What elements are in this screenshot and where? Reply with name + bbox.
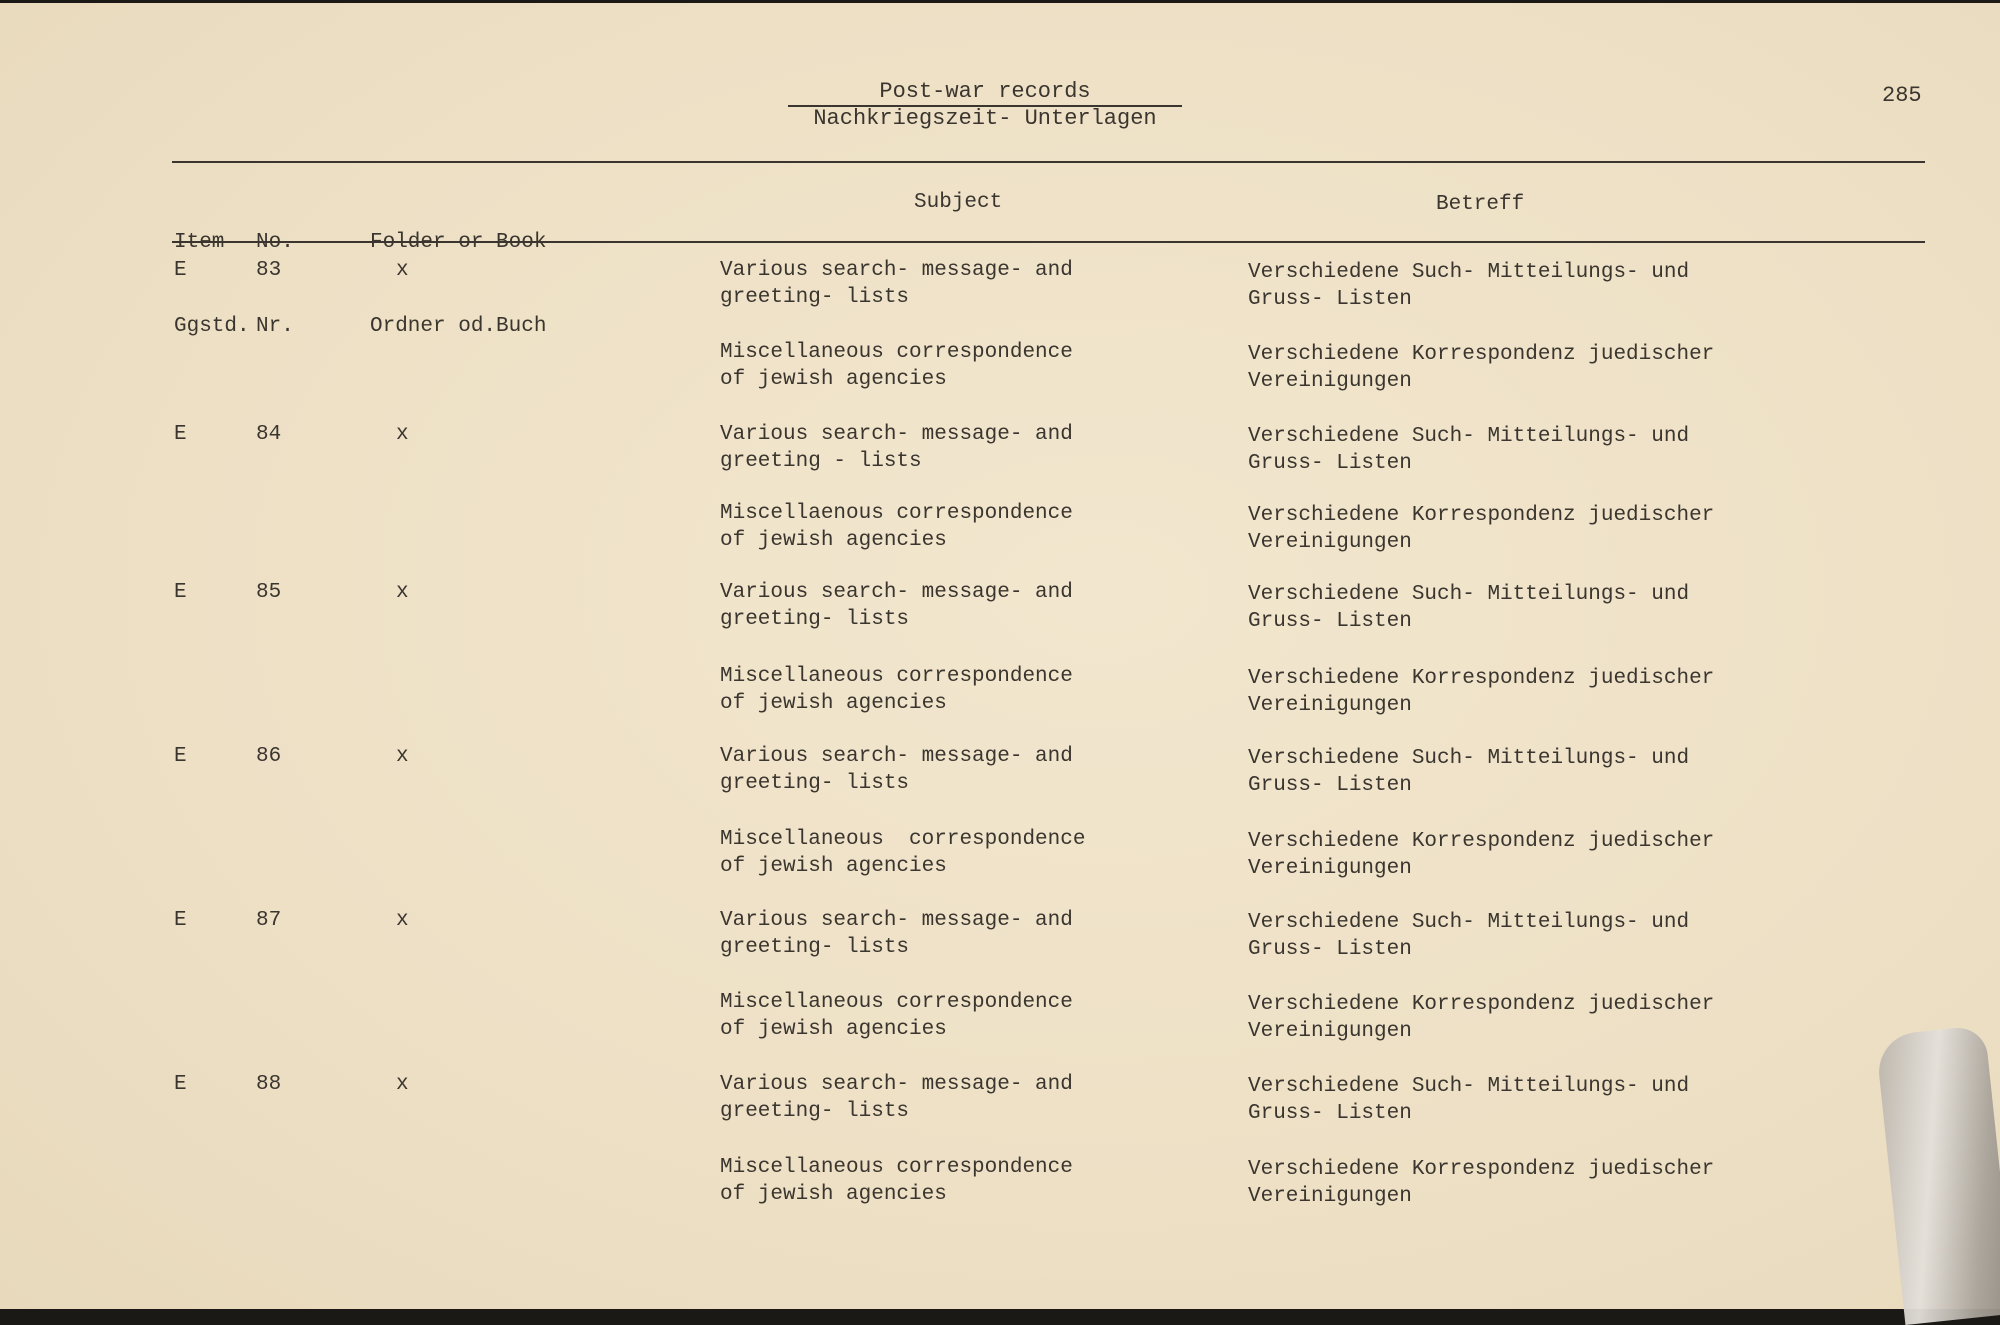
- betreff-line: Gruss- Listen: [1248, 1102, 1412, 1125]
- betreff-line: Gruss- Listen: [1248, 452, 1412, 475]
- betreff-line: Gruss- Listen: [1248, 938, 1412, 961]
- betreff-line: Vereinigungen: [1248, 1020, 1412, 1043]
- cell-item: E: [174, 259, 187, 282]
- column-header-no: No. Nr.: [256, 231, 294, 338]
- betreff-line: Verschiedene Korrespondenz juedischer: [1248, 1158, 1715, 1181]
- cell-betreff: [1248, 909, 1689, 963]
- cell-item: E: [174, 581, 187, 604]
- cell-betreff: [1248, 259, 1689, 313]
- subject-line: of jewish agencies: [720, 692, 947, 715]
- cell-betreff: [1248, 341, 1714, 395]
- subject-line: Various search- message- and: [720, 909, 1073, 932]
- betreff-line: Verschiedene Such- Mitteilungs- und: [1248, 261, 1690, 284]
- cell-subject: [720, 1154, 1073, 1208]
- subject-line: of jewish agencies: [720, 368, 947, 391]
- subject-line: of jewish agencies: [720, 1018, 947, 1041]
- cell-item: E: [174, 1073, 187, 1096]
- column-header-folder: Folder or Book Ordner od.Buch: [370, 231, 547, 338]
- betreff-line: Verschiedene Korrespondenz juedischer: [1248, 993, 1715, 1016]
- cell-folder: x: [396, 423, 409, 446]
- subject-line: Miscellaneous correspondence: [720, 828, 1086, 851]
- subject-line: Various search- message- and: [720, 423, 1073, 446]
- column-header-betreff: Betreff: [1436, 193, 1525, 216]
- subject-line: of jewish agencies: [720, 529, 947, 552]
- cell-no: 86: [256, 745, 282, 768]
- cell-subject: [720, 826, 1085, 880]
- cell-no: 85: [256, 581, 282, 604]
- cell-item: E: [174, 745, 187, 768]
- cell-item: E: [174, 423, 187, 446]
- column-header-item: Item Ggstd.: [174, 231, 250, 338]
- page-title: Post-war records: [879, 79, 1091, 104]
- cell-subject: [720, 663, 1073, 717]
- header-top-rule: [172, 161, 1925, 163]
- cell-subject: [720, 421, 1073, 475]
- cell-betreff: [1248, 991, 1714, 1045]
- betreff-line: Vereinigungen: [1248, 694, 1412, 717]
- subject-line: greeting- lists: [720, 1100, 910, 1123]
- betreff-line: Verschiedene Such- Mitteilungs- und: [1248, 747, 1690, 770]
- cell-no: 87: [256, 909, 282, 932]
- cell-no: 83: [256, 259, 282, 282]
- column-header-subject: Subject: [914, 191, 1003, 214]
- cell-item: E: [174, 909, 187, 932]
- betreff-line: Gruss- Listen: [1248, 610, 1412, 633]
- cell-subject: [720, 907, 1073, 961]
- cell-betreff: [1248, 423, 1689, 477]
- subject-line: greeting- lists: [720, 772, 910, 795]
- subject-line: Various search- message- and: [720, 745, 1073, 768]
- betreff-line: Verschiedene Such- Mitteilungs- und: [1248, 425, 1690, 448]
- betreff-line: Verschiedene Korrespondenz juedischer: [1248, 343, 1715, 366]
- subject-line: Miscellaneous correspondence: [720, 665, 1073, 688]
- subject-line: greeting- lists: [720, 286, 910, 309]
- betreff-line: Verschiedene Korrespondenz juedischer: [1248, 504, 1715, 527]
- betreff-line: Vereinigungen: [1248, 531, 1412, 554]
- subject-line: Various search- message- and: [720, 581, 1073, 604]
- cell-folder: x: [396, 909, 409, 932]
- cell-folder: x: [396, 1073, 409, 1096]
- betreff-line: Verschiedene Korrespondenz juedischer: [1248, 830, 1715, 853]
- subject-line: Various search- message- and: [720, 259, 1073, 282]
- cell-subject: [720, 743, 1073, 797]
- cell-subject: [720, 500, 1073, 554]
- betreff-line: Vereinigungen: [1248, 857, 1412, 880]
- subject-line: Miscellaneous correspondence: [720, 1156, 1073, 1179]
- betreff-line: Verschiedene Such- Mitteilungs- und: [1248, 583, 1690, 606]
- cell-betreff: [1248, 1073, 1689, 1127]
- cell-subject: [720, 339, 1073, 393]
- cell-betreff: [1248, 665, 1714, 719]
- cell-betreff: [1248, 1156, 1714, 1210]
- cell-no: 84: [256, 423, 282, 446]
- cell-subject: [720, 579, 1073, 633]
- cell-no: 88: [256, 1073, 282, 1096]
- subject-line: Miscellaenous correspondence: [720, 502, 1073, 525]
- betreff-line: Verschiedene Such- Mitteilungs- und: [1248, 911, 1690, 934]
- betreff-line: Verschiedene Korrespondenz juedischer: [1248, 667, 1715, 690]
- document-page: [0, 3, 2000, 1309]
- betreff-line: Vereinigungen: [1248, 370, 1412, 393]
- subject-line: greeting- lists: [720, 936, 910, 959]
- cell-subject: [720, 257, 1073, 311]
- betreff-line: Gruss- Listen: [1248, 288, 1412, 311]
- cell-folder: x: [396, 745, 409, 768]
- cell-betreff: [1248, 745, 1689, 799]
- betreff-line: Verschiedene Such- Mitteilungs- und: [1248, 1075, 1690, 1098]
- cell-subject: [720, 1071, 1073, 1125]
- subject-line: greeting- lists: [720, 608, 910, 631]
- cell-betreff: [1248, 502, 1714, 556]
- cell-betreff: [1248, 828, 1714, 882]
- cell-folder: x: [396, 259, 409, 282]
- subject-line: of jewish agencies: [720, 1183, 947, 1206]
- subject-line: Miscellaneous correspondence: [720, 341, 1073, 364]
- cell-folder: x: [396, 581, 409, 604]
- subject-line: Miscellaneous correspondence: [720, 991, 1073, 1014]
- subject-line: Various search- message- and: [720, 1073, 1073, 1096]
- cell-betreff: [1248, 581, 1689, 635]
- cell-subject: [720, 989, 1073, 1043]
- page-subtitle: Nachkriegszeit- Unterlagen: [813, 106, 1157, 131]
- subject-line: of jewish agencies: [720, 855, 947, 878]
- page-number: 285: [1882, 83, 1922, 108]
- betreff-line: Vereinigungen: [1248, 1185, 1412, 1208]
- subject-line: greeting - lists: [720, 450, 922, 473]
- betreff-line: Gruss- Listen: [1248, 774, 1412, 797]
